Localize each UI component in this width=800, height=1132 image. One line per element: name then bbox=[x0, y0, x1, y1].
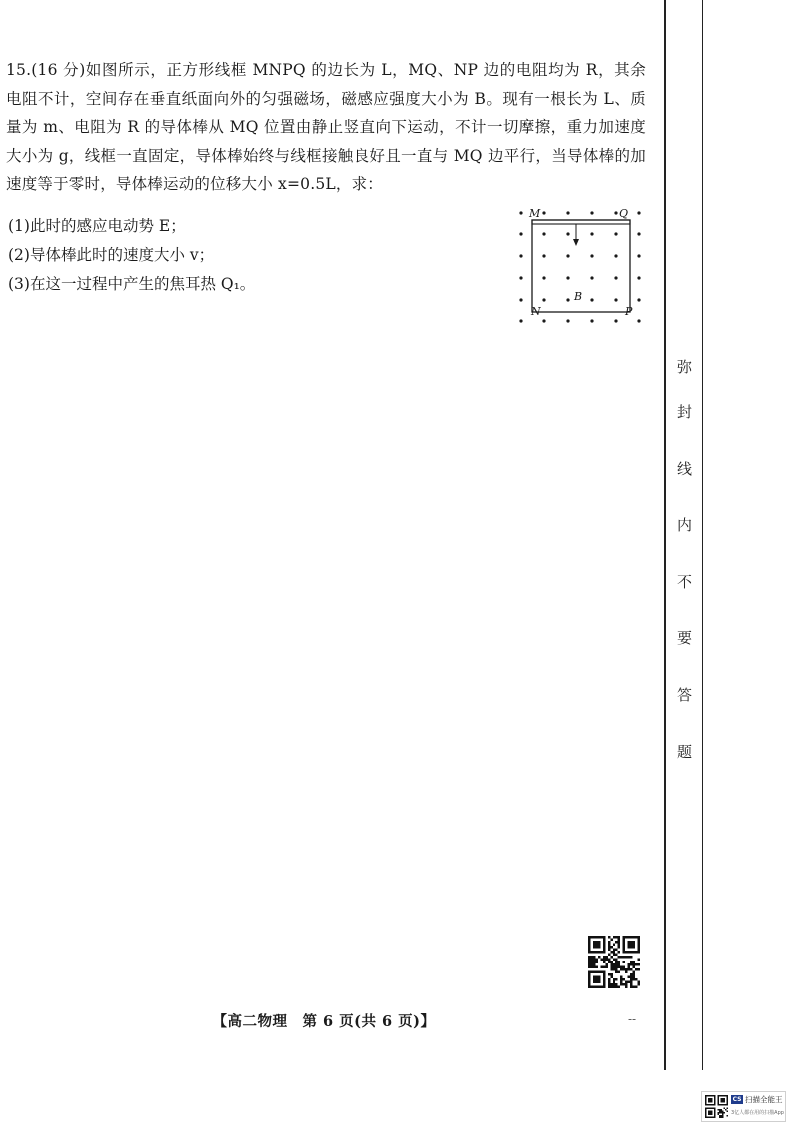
qr-module bbox=[615, 958, 617, 960]
watermark-subtitle: 3亿人都在用的扫描App bbox=[731, 1110, 784, 1116]
qr-module bbox=[590, 956, 592, 958]
qr-module bbox=[618, 961, 620, 963]
qr-module bbox=[633, 966, 635, 968]
qr-module bbox=[608, 941, 610, 943]
question-2: (2)导体棒此时的速度大小 v； bbox=[8, 246, 215, 264]
field-dot bbox=[637, 254, 640, 257]
qr-module bbox=[603, 956, 605, 958]
qr-module bbox=[630, 978, 632, 980]
velocity-arrowhead bbox=[573, 239, 579, 246]
qr-module bbox=[623, 961, 625, 963]
field-dot bbox=[637, 232, 640, 235]
qr-module bbox=[633, 976, 635, 978]
qr-module bbox=[618, 941, 620, 943]
qr-module bbox=[610, 968, 612, 970]
field-dot bbox=[614, 211, 617, 214]
qr-module bbox=[615, 948, 617, 950]
qr-module bbox=[628, 976, 630, 978]
qr-module bbox=[615, 936, 617, 938]
qr-module bbox=[618, 938, 620, 940]
qr-module bbox=[603, 961, 605, 963]
qr-module bbox=[593, 963, 595, 965]
qr-module bbox=[608, 946, 610, 948]
field-dot bbox=[614, 276, 617, 279]
qr-module bbox=[608, 978, 610, 980]
qr-module bbox=[638, 963, 640, 965]
qr-module bbox=[608, 943, 610, 945]
field-dot bbox=[519, 276, 522, 279]
qr-module bbox=[630, 961, 632, 963]
qr-module bbox=[608, 973, 610, 975]
qr-module bbox=[635, 978, 637, 980]
qr-module bbox=[613, 948, 615, 950]
question-1: (1)此时的感应电动势 E； bbox=[8, 217, 186, 235]
qr-module bbox=[615, 983, 617, 985]
qr-module bbox=[615, 961, 617, 963]
field-dot bbox=[566, 254, 569, 257]
qr-module bbox=[618, 963, 620, 965]
qr-module bbox=[722, 1112, 724, 1114]
qr-module bbox=[720, 1115, 722, 1117]
field-dot bbox=[637, 319, 640, 322]
qr-module bbox=[720, 1109, 722, 1111]
qr-module bbox=[618, 951, 620, 953]
field-dot bbox=[590, 232, 593, 235]
scanner-watermark bbox=[701, 1091, 786, 1122]
problem-number: 15. bbox=[6, 61, 32, 79]
field-dot bbox=[542, 254, 545, 257]
qr-module bbox=[618, 943, 620, 945]
qr-module bbox=[605, 963, 607, 965]
qr-module bbox=[638, 981, 640, 983]
field-dot bbox=[519, 232, 522, 235]
coil-diagram bbox=[508, 203, 648, 333]
qr-module bbox=[590, 961, 592, 963]
qr-module bbox=[638, 968, 640, 970]
qr-module bbox=[593, 976, 600, 983]
field-dot bbox=[637, 276, 640, 279]
qr-module bbox=[620, 978, 622, 980]
qr-module bbox=[623, 983, 625, 985]
field-dot bbox=[614, 319, 617, 322]
qr-module bbox=[600, 966, 602, 968]
qr-module bbox=[605, 966, 607, 968]
qr-module bbox=[618, 956, 620, 958]
binding-char: 弥 bbox=[677, 358, 693, 376]
qr-module bbox=[593, 958, 595, 960]
qr-module bbox=[717, 1113, 719, 1115]
qr-module bbox=[610, 946, 612, 948]
qr-module bbox=[608, 948, 610, 950]
field-dot bbox=[566, 232, 569, 235]
qr-module bbox=[635, 968, 637, 970]
qr-module bbox=[625, 956, 627, 958]
qr-module bbox=[613, 986, 615, 988]
qr-module bbox=[613, 968, 615, 970]
label-m: M bbox=[529, 207, 541, 220]
qr-module bbox=[613, 963, 615, 965]
qr-module bbox=[630, 956, 632, 958]
qr-module bbox=[618, 971, 620, 973]
qr-module bbox=[588, 961, 590, 963]
qr-module bbox=[723, 1107, 725, 1109]
qr-module bbox=[726, 1107, 728, 1109]
qr-module bbox=[620, 968, 622, 970]
qr-module bbox=[593, 941, 600, 948]
qr-module bbox=[720, 1098, 725, 1103]
binding-char: 要 bbox=[677, 629, 693, 647]
qr-module bbox=[603, 958, 605, 960]
qr-module bbox=[719, 1109, 721, 1111]
field-dot bbox=[614, 232, 617, 235]
qr-module bbox=[610, 973, 612, 975]
qr-module bbox=[615, 953, 617, 955]
qr-module bbox=[625, 983, 627, 985]
field-dot bbox=[566, 276, 569, 279]
problem-text: 如图所示，正方形线框 MNPQ 的边长为 L，MQ、NP 边的电阻均为 R，其余电阻不计，空间存在垂直纸面向外的匀强磁场，磁感应强度大小为 B。现有一根长为 L、质量为 m、电阻为 R 的导体棒从 MQ 位置由静止竖直向下运动，不计一切摩擦，重力加速度大小为 g，线框一直固定，导体棒始终与线框接触良好且一直与 MQ 边平行，当导体棒的加速度等于零时，导体棒运动的位移大小 x=0.5L，求： bbox=[6, 61, 646, 193]
qr-module bbox=[615, 978, 617, 980]
qr-module bbox=[628, 941, 635, 948]
qr-module bbox=[719, 1116, 721, 1118]
binding-char: 线 bbox=[677, 460, 693, 478]
qr-module bbox=[620, 976, 622, 978]
qr-module bbox=[625, 986, 627, 988]
label-p: P bbox=[625, 305, 633, 318]
qr-module bbox=[628, 968, 630, 970]
qr-module bbox=[638, 958, 640, 960]
qr-module bbox=[593, 966, 595, 968]
binding-char: 答 bbox=[677, 686, 693, 704]
binding-line-right bbox=[702, 0, 703, 1070]
qr-module bbox=[726, 1110, 728, 1112]
field-dot bbox=[519, 211, 522, 214]
qr-module bbox=[605, 956, 607, 958]
qr-module bbox=[720, 1110, 722, 1112]
qr-module bbox=[590, 966, 592, 968]
qr-module bbox=[608, 958, 610, 960]
cs-logo-icon: CS bbox=[732, 1096, 742, 1103]
field-dot bbox=[590, 254, 593, 257]
label-n: N bbox=[531, 305, 541, 318]
field-dot bbox=[542, 298, 545, 301]
label-q: Q bbox=[619, 207, 629, 220]
field-dot bbox=[566, 319, 569, 322]
field-dot bbox=[614, 254, 617, 257]
qr-module bbox=[593, 961, 595, 963]
qr-module bbox=[615, 966, 617, 968]
qr-module bbox=[613, 951, 615, 953]
qr-module bbox=[595, 961, 597, 963]
qr-module bbox=[618, 936, 620, 938]
qr-module bbox=[630, 976, 632, 978]
qr-module bbox=[633, 986, 635, 988]
problem-paragraph bbox=[6, 56, 646, 199]
qr-module bbox=[588, 966, 590, 968]
qr-module bbox=[620, 956, 622, 958]
qr-module bbox=[610, 983, 612, 985]
qr-module bbox=[633, 971, 635, 973]
qr-module bbox=[613, 983, 615, 985]
qr-module bbox=[717, 1112, 719, 1114]
binding-line-left bbox=[664, 0, 666, 1070]
qr-module bbox=[613, 981, 615, 983]
qr-module bbox=[605, 958, 607, 960]
qr-module bbox=[588, 963, 590, 965]
qr-module bbox=[590, 963, 592, 965]
qr-module bbox=[608, 961, 610, 963]
qr-module bbox=[615, 963, 617, 965]
binding-char: 不 bbox=[677, 573, 693, 591]
field-dot bbox=[519, 254, 522, 257]
qr-module bbox=[613, 958, 615, 960]
binding-char: 封 bbox=[677, 403, 693, 421]
qr-module bbox=[722, 1110, 724, 1112]
qr-module bbox=[717, 1109, 719, 1111]
question-3: (3)在这一过程中产生的焦耳热 Q₁。 bbox=[8, 275, 256, 293]
qr-module bbox=[708, 1110, 713, 1115]
qr-module bbox=[635, 963, 637, 965]
qr-module bbox=[630, 981, 632, 983]
label-b: B bbox=[574, 290, 583, 303]
qr-module bbox=[613, 978, 615, 980]
qr-module bbox=[610, 951, 612, 953]
field-dot bbox=[637, 211, 640, 214]
page-footer: 【高二物理 第 6 页(共 6 页)】 bbox=[212, 1013, 436, 1030]
qr-module bbox=[635, 986, 637, 988]
qr-module bbox=[630, 963, 632, 965]
qr-module bbox=[615, 968, 617, 970]
qr-module bbox=[618, 946, 620, 948]
qr-module bbox=[610, 966, 612, 968]
qr-module bbox=[593, 956, 595, 958]
qr-module bbox=[633, 973, 635, 975]
question-list bbox=[8, 212, 488, 299]
qr-module bbox=[620, 966, 622, 968]
qr-module bbox=[600, 958, 602, 960]
qr-module bbox=[603, 966, 605, 968]
qr-module bbox=[630, 983, 632, 985]
qr-module bbox=[625, 968, 627, 970]
qr-module bbox=[723, 1112, 725, 1114]
qr-module bbox=[623, 968, 625, 970]
qr-module bbox=[608, 981, 610, 983]
footer-dash: -- bbox=[628, 1012, 637, 1026]
qr-module bbox=[595, 958, 597, 960]
qr-module bbox=[618, 966, 620, 968]
field-dot bbox=[542, 319, 545, 322]
field-dot bbox=[590, 276, 593, 279]
field-dot bbox=[590, 319, 593, 322]
qr-module bbox=[625, 981, 627, 983]
qr-module bbox=[625, 971, 627, 973]
watermark-name: 扫描全能王 bbox=[745, 1095, 783, 1104]
qr-code bbox=[588, 934, 640, 990]
qr-module bbox=[610, 956, 612, 958]
qr-module bbox=[608, 936, 610, 938]
binding-char: 题 bbox=[677, 743, 693, 761]
qr-module bbox=[620, 981, 622, 983]
qr-module bbox=[719, 1112, 721, 1114]
qr-module bbox=[610, 976, 612, 978]
qr-module bbox=[588, 958, 590, 960]
qr-module bbox=[623, 956, 625, 958]
qr-module bbox=[618, 986, 620, 988]
field-dot bbox=[519, 319, 522, 322]
qr-module bbox=[615, 986, 617, 988]
field-dot bbox=[542, 232, 545, 235]
qr-module bbox=[630, 973, 632, 975]
qr-module bbox=[623, 966, 625, 968]
field-dot bbox=[637, 298, 640, 301]
field-dot bbox=[542, 211, 545, 214]
qr-module bbox=[608, 983, 610, 985]
qr-module bbox=[613, 966, 615, 968]
field-dot bbox=[614, 298, 617, 301]
qr-module bbox=[613, 943, 615, 945]
qr-module bbox=[720, 1116, 722, 1118]
qr-module bbox=[726, 1115, 728, 1117]
qr-module bbox=[719, 1115, 721, 1117]
field-dot bbox=[590, 211, 593, 214]
qr-module bbox=[722, 1116, 724, 1118]
field-dot bbox=[519, 298, 522, 301]
qr-module bbox=[633, 963, 635, 965]
qr-module bbox=[628, 963, 630, 965]
qr-module bbox=[595, 966, 597, 968]
watermark-qr-icon bbox=[705, 1095, 728, 1118]
qr-module bbox=[613, 953, 615, 955]
qr-module bbox=[722, 1113, 724, 1115]
qr-module bbox=[633, 961, 635, 963]
qr-module bbox=[633, 978, 635, 980]
problem-score: (16 分) bbox=[31, 61, 86, 79]
qr-module bbox=[720, 1112, 722, 1114]
qr-module bbox=[590, 958, 592, 960]
field-dot bbox=[590, 298, 593, 301]
qr-module bbox=[628, 966, 630, 968]
field-dot bbox=[542, 276, 545, 279]
qr-module bbox=[615, 971, 617, 973]
qr-module bbox=[620, 983, 622, 985]
qr-module bbox=[613, 936, 615, 938]
qr-module bbox=[608, 986, 610, 988]
qr-module bbox=[623, 978, 625, 980]
qr-module bbox=[722, 1115, 724, 1117]
qr-module bbox=[638, 983, 640, 985]
qr-module bbox=[615, 941, 617, 943]
field-dot bbox=[566, 211, 569, 214]
qr-module bbox=[598, 956, 600, 958]
qr-module bbox=[610, 986, 612, 988]
qr-module bbox=[719, 1110, 721, 1112]
qr-module bbox=[725, 1109, 727, 1111]
binding-char: 内 bbox=[677, 516, 693, 534]
qr-module bbox=[630, 986, 632, 988]
qr-module bbox=[630, 968, 632, 970]
field-dot bbox=[566, 298, 569, 301]
qr-module bbox=[628, 956, 630, 958]
qr-module bbox=[610, 961, 612, 963]
qr-module bbox=[588, 956, 590, 958]
problem-statement bbox=[6, 56, 646, 199]
qr-module bbox=[628, 981, 630, 983]
qr-module bbox=[608, 953, 610, 955]
qr-module bbox=[708, 1098, 713, 1103]
qr-module bbox=[610, 938, 612, 940]
qr-module bbox=[610, 963, 612, 965]
